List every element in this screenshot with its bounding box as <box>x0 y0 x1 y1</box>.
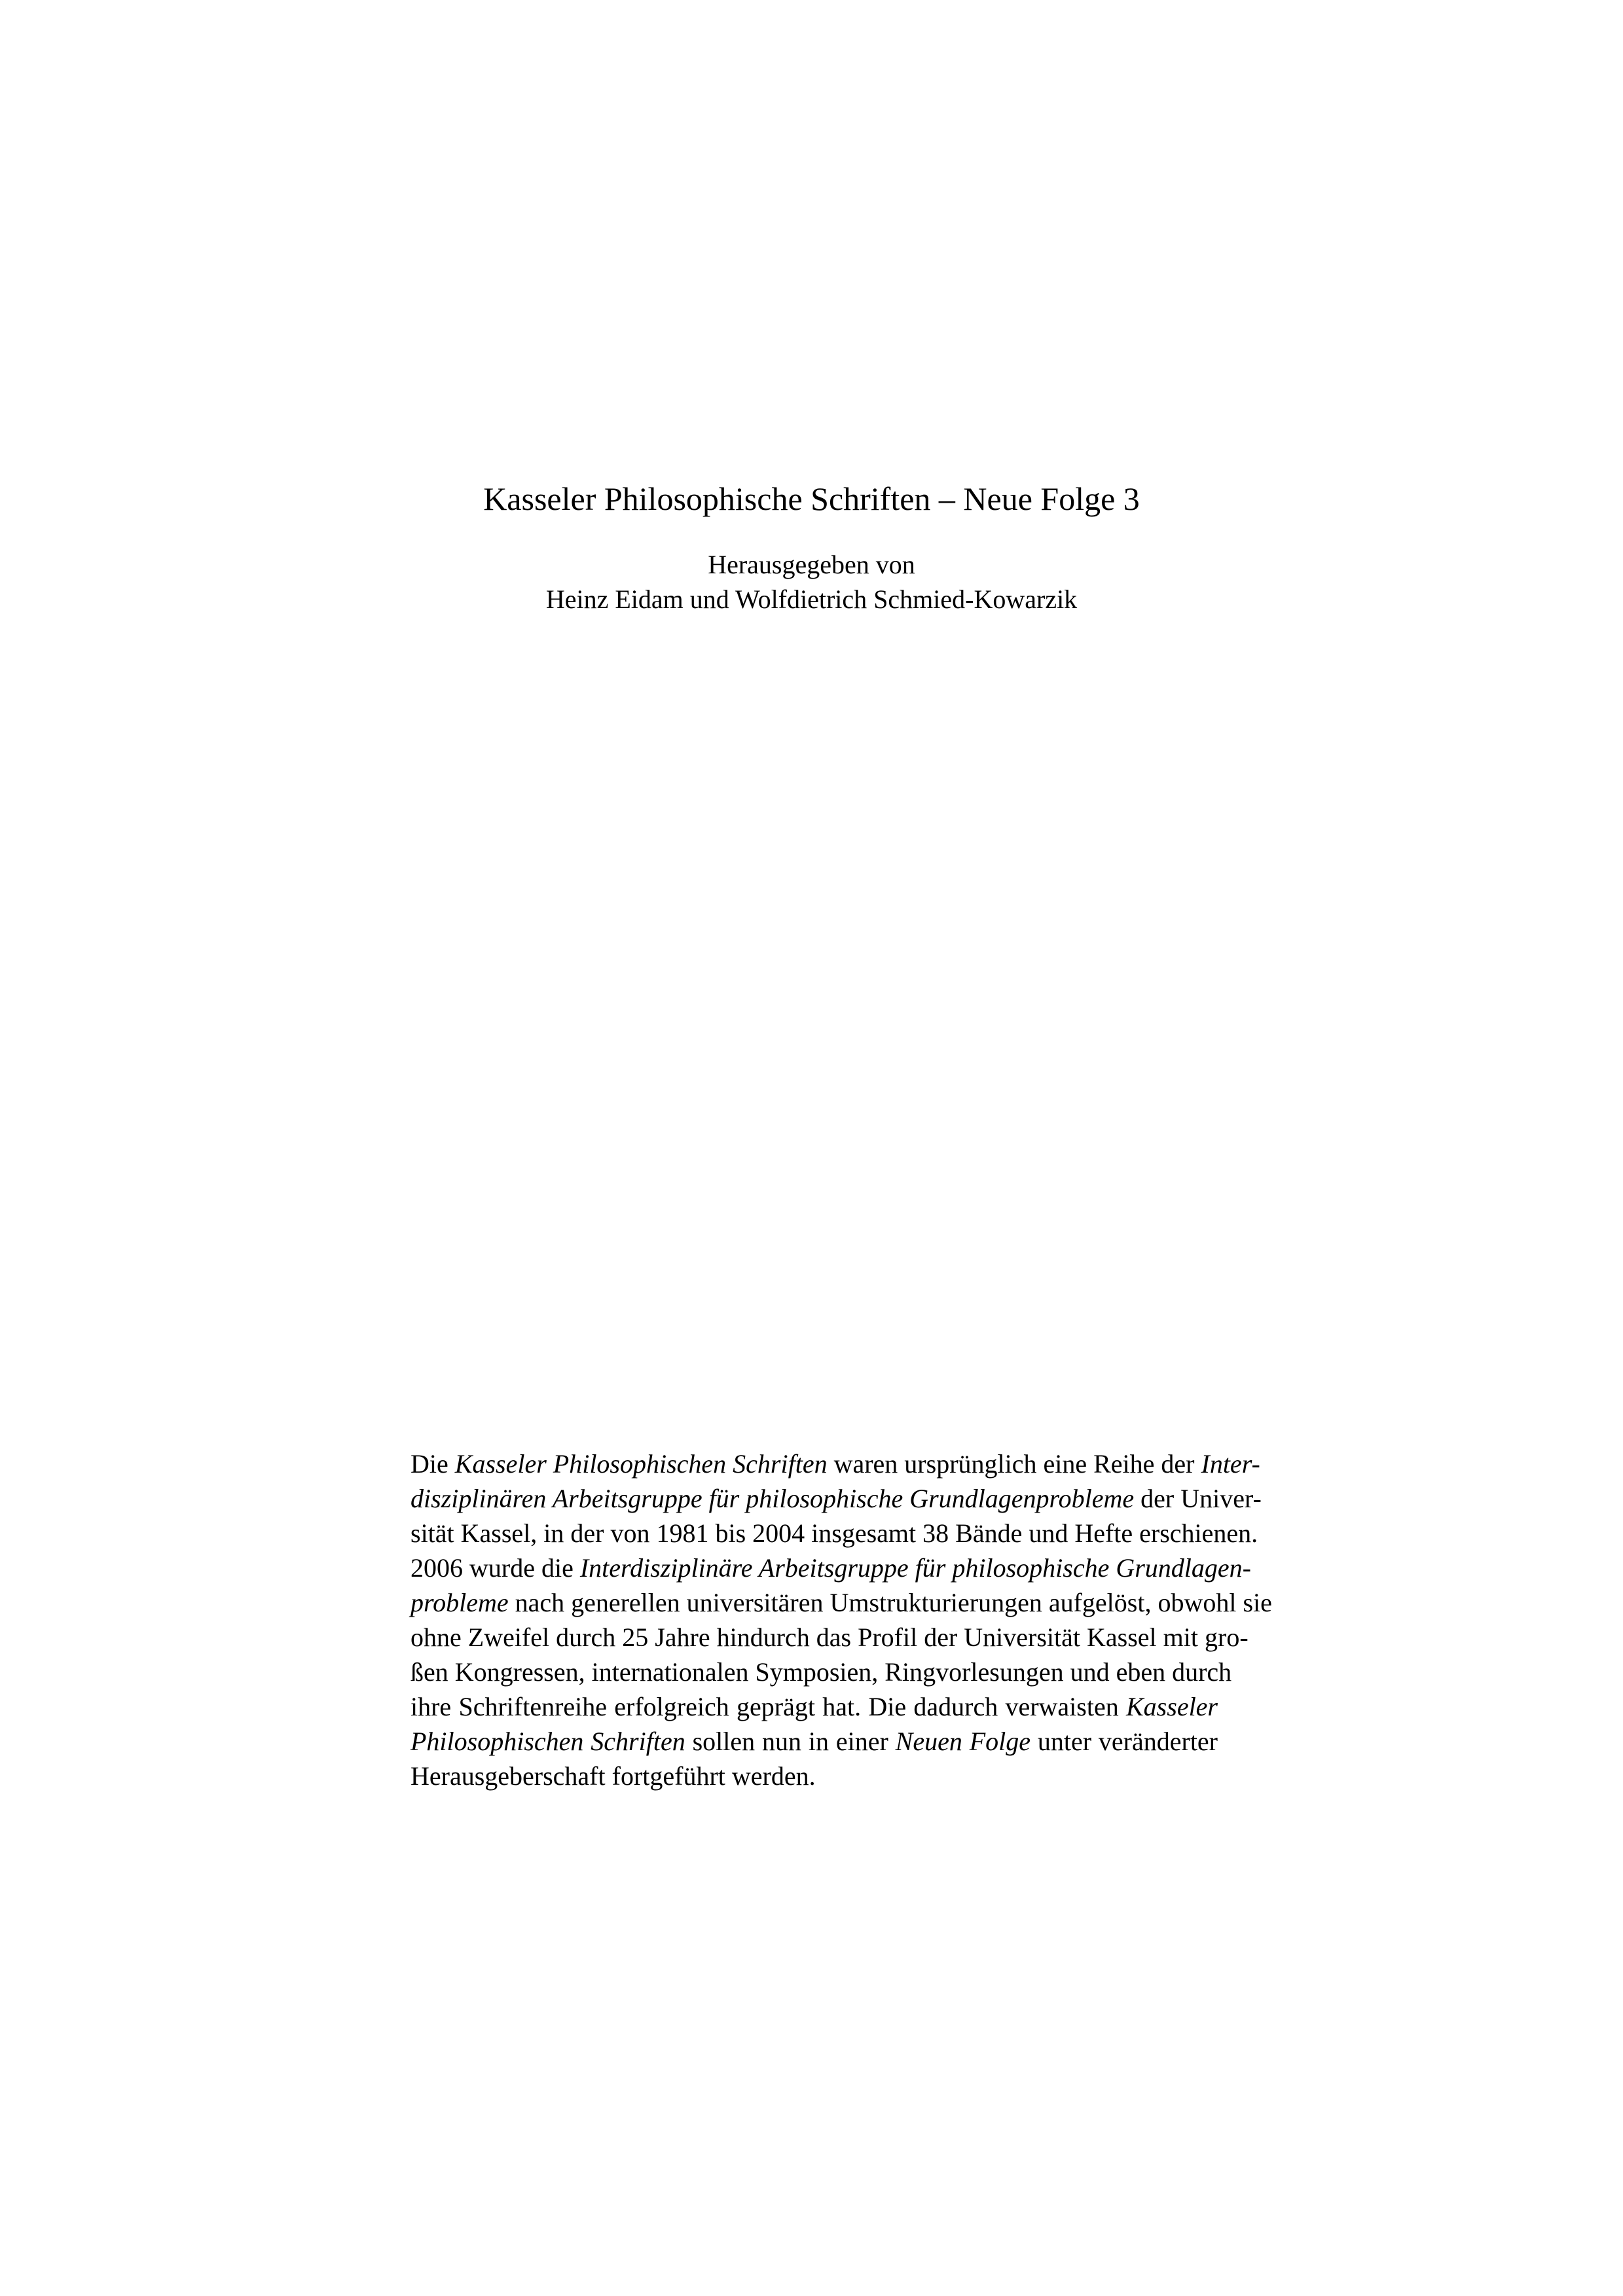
text-run: waren ursprünglich eine Reihe der <box>827 1449 1201 1479</box>
italic-run: Kasseler <box>1126 1692 1218 1721</box>
description-line <box>410 1585 1272 1620</box>
editors-names: Heinz Eidam und Wolfdietrich Schmied-Kowarzik <box>545 584 1078 614</box>
italic-run: Kasseler Philosophischen Schriften <box>454 1449 828 1479</box>
description-line <box>410 1689 1218 1724</box>
text-run: nach generellen universitären Umstrukturierungen aufgelöst, obwohl sie <box>508 1588 1272 1617</box>
edited-by-label: Herausgegeben von <box>708 550 915 579</box>
italic-run: Interdisziplinäre Arbeitsgruppe für philosophische Grundlagen- <box>579 1553 1251 1583</box>
description-line <box>410 1759 1218 1793</box>
text-run: ohne Zweifel durch 25 Jahre hindurch das Profil der Universität Kassel mit gro- <box>410 1623 1249 1652</box>
text-run: ßen Kongressen, internationalen Symposien, Ringvorlesungen und eben durch <box>410 1657 1232 1687</box>
series-title: Kasseler Philosophische Schriften – Neue Folge 3 <box>483 480 1140 517</box>
text-run: sollen nun in einer <box>685 1727 896 1756</box>
italic-run: Philosophischen Schriften <box>410 1727 685 1756</box>
text-run: der Univer- <box>1134 1484 1262 1513</box>
text-run: Herausgeberschaft fortgeführt werden. <box>410 1761 816 1791</box>
text-run: Die <box>410 1449 455 1479</box>
description-line <box>410 1655 1232 1689</box>
series-description <box>410 1446 1272 1793</box>
text-run: 2006 wurde die <box>410 1553 580 1583</box>
description-line <box>410 1481 1262 1516</box>
italic-run: disziplinären Arbeitsgruppe für philosophische Grundlagenprobleme <box>410 1484 1135 1513</box>
italic-run: Inter- <box>1201 1449 1260 1479</box>
text-run: ihre Schriftenreihe erfolgreich geprägt hat. Die dadurch verwaisten <box>410 1692 1126 1721</box>
text-run: sität Kassel, in der von 1981 bis 2004 insgesamt 38 Bände und Hefte erschienen. <box>410 1518 1258 1548</box>
description-line <box>410 1620 1249 1655</box>
description-line <box>410 1516 1258 1551</box>
description-line <box>410 1446 1260 1481</box>
editors-block <box>0 547 1623 617</box>
series-header <box>0 478 1623 617</box>
description-line <box>410 1724 1218 1759</box>
text-run: unter veränderter <box>1030 1727 1218 1756</box>
italic-run: probleme <box>410 1588 509 1617</box>
description-line <box>410 1551 1251 1585</box>
italic-run: Neuen Folge <box>895 1727 1030 1756</box>
